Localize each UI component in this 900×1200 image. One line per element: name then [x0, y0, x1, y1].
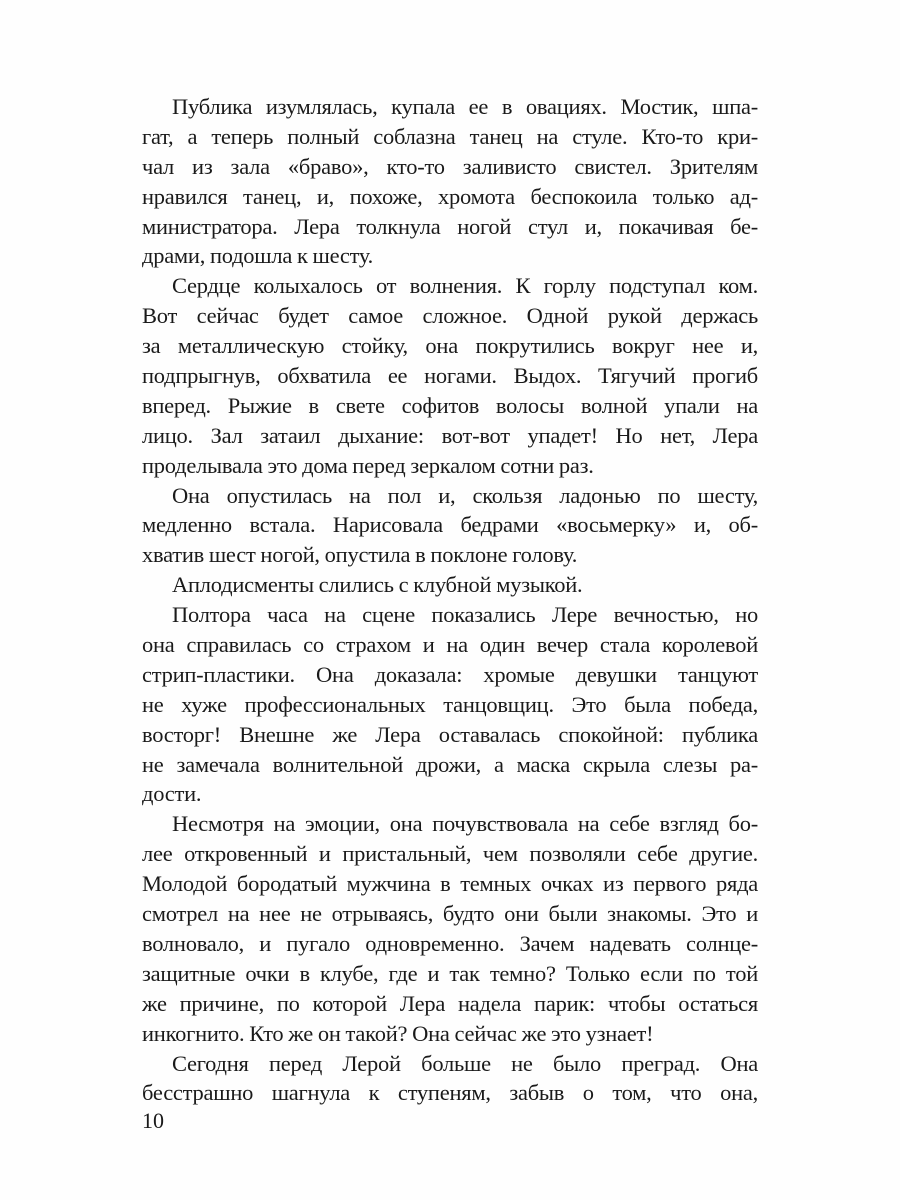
text-line: Молодой бородатый мужчина в темных очках из первого ряда — [142, 871, 758, 897]
text-line: Аплодисменты слились с клубной музыкой. — [172, 572, 583, 598]
paragraph — [142, 271, 758, 480]
paragraph — [142, 809, 758, 1048]
text-line: Несмотря на эмоции, она почувствовала на себе взгляд бо- — [172, 811, 758, 837]
text-line: инкогнито. Кто же он такой? Она сейчас же это узнает! — [142, 1020, 654, 1046]
page-number: 10 — [142, 1108, 164, 1133]
text-line: проделывала это дома перед зеркалом сотни раз. — [142, 452, 594, 478]
text-line: смотрел на нее не отрываясь, будто они были знакомы. Это и — [142, 901, 758, 927]
text-line: не замечала волнительной дрожи, а маска скрыла слезы ра- — [142, 751, 758, 777]
text-line: чал из зала «браво», кто-то заливисто свистел. Зрителям — [142, 153, 758, 179]
body-text — [142, 92, 758, 1108]
text-line: Она опустилась на пол и, скользя ладонью по шесту, — [172, 482, 758, 508]
text-line: министратора. Лера толкнула ногой стул и, покачивая бе- — [142, 213, 758, 239]
text-line: хватив шест ногой, опустила в поклоне голову. — [142, 542, 578, 568]
text-line: лицо. Зал затаил дыхание: вот-вот упадет! Но нет, Лера — [142, 422, 758, 448]
text-line: Вот сейчас будет самое сложное. Одной рукой держась — [142, 303, 758, 329]
text-line: восторг! Внешне же Лера оставалась спокойной: публика — [142, 721, 758, 747]
text-line: дости. — [142, 781, 202, 807]
text-line: Сегодня перед Лерой больше не было преград. Она — [172, 1050, 758, 1076]
text-line: не хуже профессиональных танцовщиц. Это была победа, — [142, 691, 758, 717]
text-line: стрип-пластики. Она доказала: хромые девушки танцуют — [142, 661, 758, 687]
text-line: медленно встала. Нарисовала бедрами «восьмерку» и, об- — [142, 512, 758, 538]
paragraph — [142, 600, 758, 809]
text-line: она справилась со страхом и на один вечер стала королевой — [142, 632, 758, 658]
text-line: лее откровенный и пристальный, чем позволяли себе другие. — [142, 841, 758, 867]
text-line: бесстрашно шагнула к ступеням, забыв о том, что она, — [142, 1080, 758, 1106]
paragraph — [142, 92, 758, 271]
text-line: драми, подошла к шесту. — [142, 243, 374, 269]
text-line: вперед. Рыжие в свете софитов волосы волной упали на — [142, 392, 758, 418]
text-line: подпрыгнув, обхватила ее ногами. Выдох. Тягучий прогиб — [142, 363, 758, 389]
text-line: Сердце колыхалось от волнения. К горлу подступал ком. — [172, 273, 758, 299]
text-line: волновало, и пугало одновременно. Зачем надевать солнце- — [142, 930, 758, 956]
paragraph — [142, 481, 758, 571]
paragraph — [142, 1049, 758, 1109]
text-line: за металлическую стойку, она покрутились вокруг нее и, — [142, 333, 758, 359]
text-line: Публика изумлялась, купала ее в овациях. Мостик, шпа- — [172, 94, 758, 119]
text-line: же причине, по которой Лера надела парик: чтобы остаться — [142, 990, 758, 1016]
text-line: нравился танец, и, похоже, хромота беспокоила только ад- — [142, 183, 758, 209]
paragraph — [142, 570, 758, 600]
text-line: Полтора часа на сцене показались Лере вечностью, но — [172, 602, 758, 628]
text-line: гат, а теперь полный соблазна танец на стуле. Кто-то кри- — [142, 123, 758, 149]
text-line: защитные очки в клубе, где и так темно? Только если по той — [142, 960, 758, 986]
